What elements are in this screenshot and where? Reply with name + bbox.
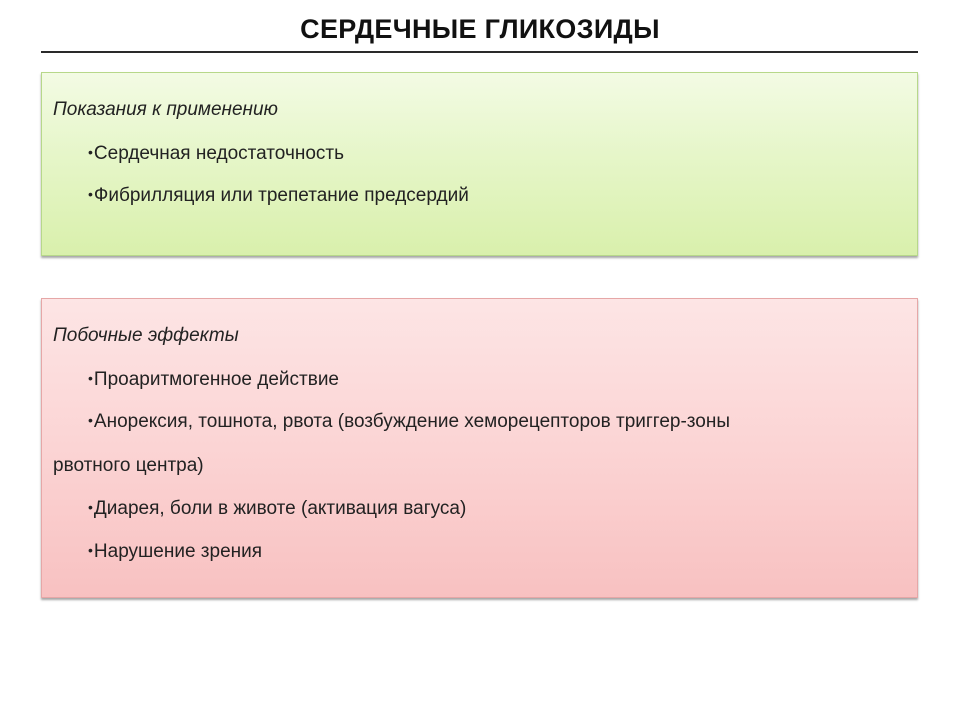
indications-box (41, 72, 918, 256)
bullet-dot-icon: • (88, 542, 93, 558)
bullet-dot-icon: • (88, 186, 93, 202)
side-effects-item-text: Нарушение зрения (93, 541, 263, 562)
side-effects-item (88, 541, 262, 563)
bullet-dot-icon: • (88, 499, 93, 515)
page-title: СЕРДЕЧНЫЕ ГЛИКОЗИДЫ (300, 14, 660, 44)
side-effects-box (41, 298, 918, 598)
bullet-dot-icon: • (88, 412, 93, 428)
indications-heading: Показания к применению (53, 99, 278, 120)
bullet-dot-icon: • (88, 370, 93, 386)
indications-item (88, 143, 344, 165)
side-effects-item (88, 369, 339, 391)
bullet-dot-icon: • (88, 144, 93, 160)
side-effects-item-text: Диарея, боли в животе (активация вагуса) (93, 498, 467, 519)
side-effects-heading: Побочные эффекты (53, 325, 239, 346)
side-effects-item (88, 498, 466, 520)
side-effects-item (88, 411, 730, 433)
indications-item-text: Фибрилляция или трепетание предсердий (93, 185, 469, 206)
side-effects-item-continuation: рвотного центра) (53, 455, 204, 476)
side-effects-item-text: Проаритмогенное действие (93, 369, 339, 390)
title-divider (41, 51, 918, 53)
indications-item-text: Сердечная недостаточность (93, 143, 345, 164)
indications-item (88, 185, 469, 207)
side-effects-item-text: Анорексия, тошнота, рвота (возбуждение хеморецепторов триггер-зоны (93, 411, 730, 432)
